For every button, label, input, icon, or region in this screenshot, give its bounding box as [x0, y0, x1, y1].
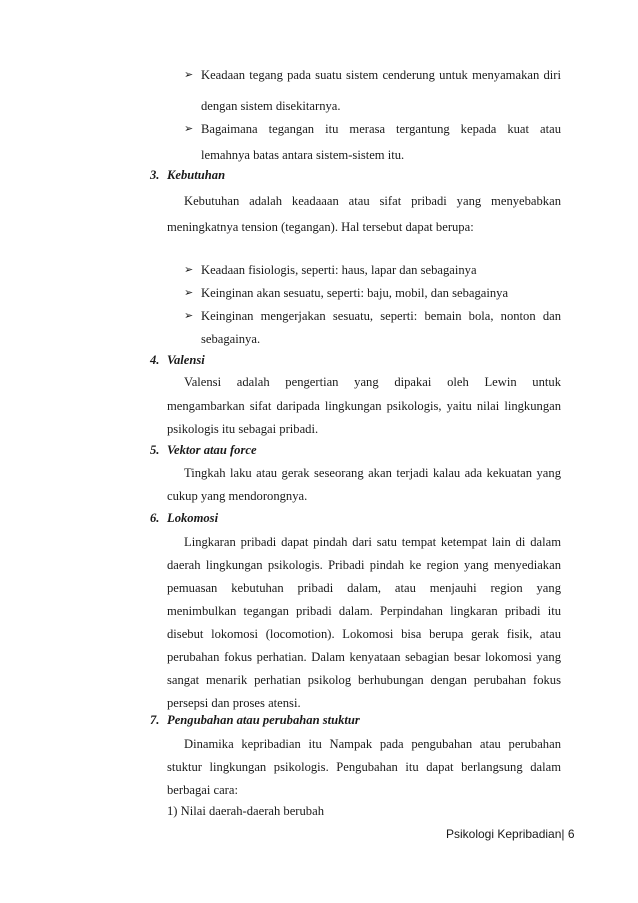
section-number: 7. — [150, 713, 160, 727]
section-number: 4. — [150, 353, 160, 367]
bullet-text: Keinginan akan sesuatu, seperti: baju, mobil, dan sebagainya — [201, 286, 509, 300]
arrow-bullet-icon: ➢ — [184, 69, 194, 81]
paragraph-line: stuktur lingkungan psikologis. Pengubahan itu dapat berlangsung dalam — [167, 760, 561, 774]
list-item: 1) Nilai daerah-daerah berubah — [167, 804, 324, 818]
section-heading: Kebutuhan — [167, 168, 226, 182]
arrow-bullet-icon: ➢ — [184, 264, 194, 276]
paragraph-line: mengambarkan sifat daripada lingkungan psikologis, yaitu nilai lingkungan — [167, 399, 561, 413]
page-number: 6 — [567, 827, 575, 841]
section-heading: Lokomosi — [167, 511, 219, 525]
bullet-text: Bagaimana tegangan itu merasa tergantung kepada kuat atau — [201, 122, 561, 136]
section-heading: Valensi — [167, 353, 205, 367]
paragraph-line: Dinamika kepribadian itu Nampak pada pengubahan atau perubahan — [184, 737, 561, 751]
paragraph-line: disebut lokomosi (locomotion). Lokomosi bisa berupa gerak fisik, atau — [167, 627, 561, 641]
page-footer — [446, 826, 575, 842]
paragraph-line: Valensi adalah pengertian yang dipakai oleh Lewin untuk — [184, 375, 561, 389]
section-heading: Pengubahan atau perubahan stuktur — [167, 713, 360, 727]
paragraph-line: Lingkaran pribadi dapat pindah dari satu tempat ketempat lain di dalam — [184, 535, 561, 549]
bullet-text: sebagainya. — [201, 332, 261, 346]
paragraph-line: pemuasan kebutuhan pribadi dalam, atau menjauhi region yang — [167, 581, 561, 595]
paragraph-line: meningkatnya tension (tegangan). Hal tersebut dapat berupa: — [167, 220, 474, 234]
paragraph-line: Tingkah laku atau gerak seseorang akan terjadi kalau ada kekuatan yang — [184, 466, 561, 480]
paragraph-line: menimbulkan tegangan pribadi dalam. Perpindahan lingkaran pribadi itu — [167, 604, 561, 618]
footer-title: Psikologi Kepribadian — [446, 827, 562, 841]
arrow-bullet-icon: ➢ — [184, 310, 194, 322]
arrow-bullet-icon: ➢ — [184, 123, 194, 135]
bullet-text: Keadaan tegang pada suatu sistem cenderung untuk menyamakan diri — [201, 68, 561, 82]
section-number: 6. — [150, 511, 160, 525]
section-number: 5. — [150, 443, 160, 457]
bullet-text: dengan sistem disekitarnya. — [201, 99, 341, 113]
bullet-text: Keadaan fisiologis, seperti: haus, lapar dan sebagainya — [201, 263, 477, 277]
paragraph-line: perubahan fokus perhatian. Dalam kenyataan sebagian besar lokomosi yang — [167, 650, 561, 664]
paragraph-line: sangat menarik perhatian psikolog berhubungan dengan perubahan fokus — [167, 673, 561, 687]
arrow-bullet-icon: ➢ — [184, 287, 194, 299]
paragraph-line: cukup yang mendorongnya. — [167, 489, 308, 503]
paragraph-line: berbagai cara: — [167, 783, 238, 797]
bullet-text: Keinginan mengerjakan sesuatu, seperti: bemain bola, nonton dan — [201, 309, 561, 323]
paragraph-line: daerah lingkungan psikologis. Pribadi pindah ke region yang menyediakan — [167, 558, 561, 572]
paragraph-line: psikologis itu sebagai pribadi. — [167, 422, 319, 436]
section-number: 3. — [150, 168, 160, 182]
paragraph-line: persepsi dan proses atensi. — [167, 696, 301, 710]
footer-separator: | — [561, 827, 565, 841]
bullet-text: lemahnya batas antara sistem-sistem itu. — [201, 148, 405, 162]
section-heading: Vektor atau force — [167, 443, 257, 457]
paragraph-line: Kebutuhan adalah keadaaan atau sifat pribadi yang menyebabkan — [184, 194, 561, 208]
